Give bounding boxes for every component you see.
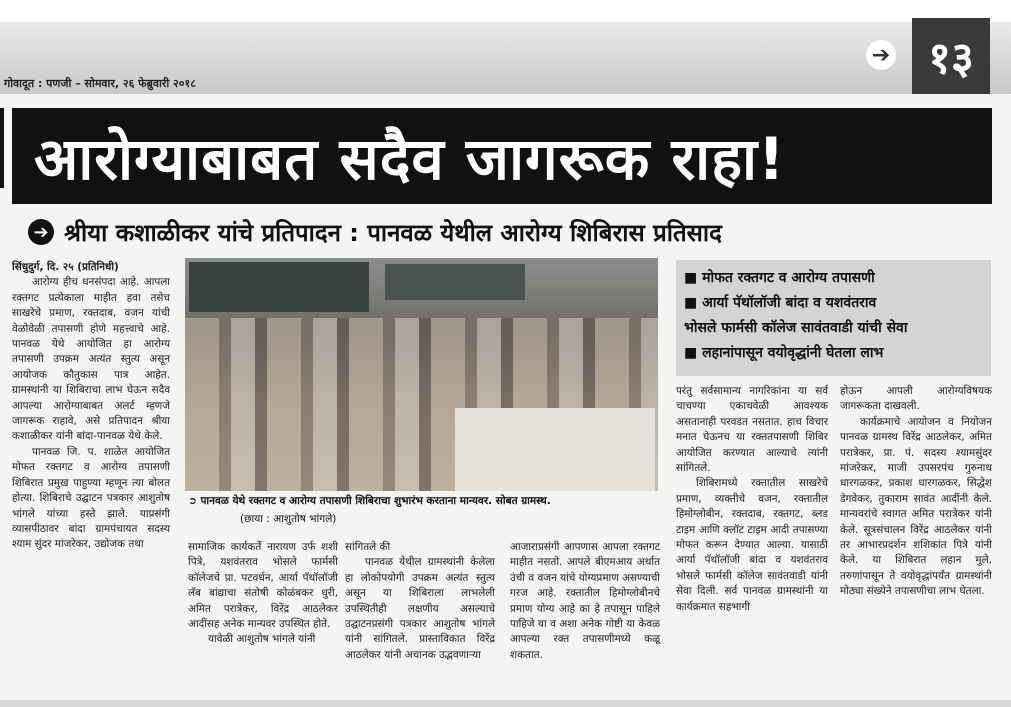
caption-arrow-icon: ➲	[188, 495, 201, 507]
paragraph: परंतु सर्वसामान्य नागरिकांना या सर्व चाचण्या एकाचवेळी आवश्यक असतानाही परवडत नसतात. हाच विचार मनात घेऊनच या रक्ततपासणी शिबिर आयोजित करण्यात आल्याचे त्यांनी सांगितले.	[676, 385, 828, 475]
article-column-6	[840, 384, 992, 600]
photo-caption	[188, 494, 658, 509]
article-column-5	[676, 384, 828, 615]
article-column-2	[188, 540, 338, 648]
subheadline-text: श्रीया कशाळीकर यांचे प्रतिपादन : पानवळ येथील आरोग्य शिबिरास प्रतिसाद	[64, 218, 722, 247]
top-band	[0, 0, 1011, 22]
byline: सिंधुदुर्ग, दि. २५ (प्रतिनिधी)	[12, 261, 119, 273]
headline: आरोग्याबाबत सदैव जागरूक राहा!	[12, 108, 992, 204]
arrow-right-icon: ➔	[866, 40, 896, 70]
highlights-box	[676, 260, 991, 376]
paragraph: पानवळ जि. प. शाळेत आयोजित मोफत रक्तगट व आरोग्य तपासणी शिबिरात प्रमुख पाहुण्या म्हणून त्या बोलत होत्या. शिबिराचे उद्घाटन पत्रकार आशुतोष भांगले यांच्या हस्ते झाले. याप्रसंगी व्यासपीठावर बांदा ग्रामपंचायत सदस्य श्याम सुंदर मांजरेकर, उद्योजक तथा	[12, 445, 170, 551]
highlight-item: ■ आर्या पॅथॉलॉजी बांदा व यशवंतराव	[684, 295, 877, 311]
photo-table	[455, 408, 655, 491]
paragraph: आरोग्य हीच धनसंपदा आहे. आपला रक्तगट प्रत्येकाला माहीत हवा तसेच साखरेचे प्रमाण, रक्तदाब, वजन यांची वेळोवेळी तपासणी होणे महत्त्वाचे आहे. पानवळ येथे आयोजित हा आरोग्य तपासणी उपक्रम अत्यंत स्तुत्य असून आयोजक कौतुकास पात्र आहेत. ग्रामस्थांनी या शिबिराचा लाभ घेऊन सदैव आपल्या आरोग्याबाबत अलर्ट म्हणजे जागरूक राहावे, असे प्रतिपादन श्रीया कशाळीकर यांनी बांदा-पानवळ येथे केले.	[12, 276, 170, 443]
photo-board	[189, 262, 369, 312]
highlight-item: भोसले फार्मसी कॉलेज सावंतवाडी यांची सेवा	[684, 320, 908, 336]
article-column-4	[510, 540, 660, 663]
dateline: गोवादूत : पणजी – सोमवार, २६ फेब्रुवारी २०१८	[4, 77, 196, 90]
article-column-1	[12, 260, 170, 553]
divider	[0, 108, 4, 188]
photo-credit: (छाया : आशुतोष भांगले)	[240, 513, 337, 525]
paragraph: आजाराप्रसंगी आपणास आपला रक्तगट माहीत नसतो. आपले बीएमआय अर्थात उंची व वजन यांचे योग्यप्रमाण असण्याची गरज आहे. रक्तातील हिमोग्लोबीनचे प्रमाण योग्य आहे का हे तपासून पाहिले पाहिजे या व अशा अनेक गोष्टी या केवळ आपल्या रक्त तपासणीमध्ये कळू शकतात.	[510, 541, 660, 661]
paragraph: शिबिरामध्ये रक्तातील साखरेचे प्रमाण, व्यक्तीचे वजन, रक्तातील हिमोग्लोबीन, रक्तदाब, रक्तगट, ब्लड टाइम आणि क्लॉट टाइम आदी तपासण्या मोफत करून देण्यात आल्या. यासाठी आर्या पॅथॉलॉजी बांदा व यशवंतराव भोसले फार्मसी कॉलेज सावंतवाडी यांनी सेवा दिली. सर्व पानवळ ग्रामस्थांनी या कार्यक्रमात सहभागी	[676, 477, 828, 613]
page-number: १३	[912, 18, 990, 94]
paragraph: यावेळी आशुतोष भांगले यांनी	[208, 633, 316, 646]
page-footer-rule	[0, 700, 1011, 707]
arrow-right-icon: ➔	[28, 219, 54, 245]
highlight-item: ■ लहानांपासून वयोवृद्धांनी घेतला लाभ	[684, 345, 884, 361]
paragraph: सामाजिक कार्यकर्ते नारायण उर्फ शशी पित्रे, यशवंतराव भोसले फार्मसी कॉलेजचे प्रा. पटवर्धन, आर्या पॅथॉलॉजी लॅब बांद्याचा संतोषी कोळंबकर धुरी, अमित परात्रेकर, विरेंद्र आठलेकर आदींसह अनेक मान्यवर उपस्थित होते.	[188, 541, 338, 631]
paragraph: सांगितले की	[345, 541, 391, 553]
highlight-item: ■ मोफत रक्तगट व आरोग्य तपासणी	[684, 270, 875, 286]
paragraph: होऊन आपली आरोग्यविषयक जागरूकता दाखवली.	[840, 385, 992, 413]
caption-text: पानवळ येथे रक्तगट व आरोग्य तपासणी शिबिराचा शुभारंभ करताना मान्यवर. सोबत ग्रामस्थ.	[200, 495, 551, 507]
event-photo	[185, 258, 658, 491]
paragraph: पानवळ येथील ग्रामस्थांनी केलेला हा लोकोपयोगी उपक्रम अत्यंत स्तुत्य असून या शिबिराला लाभलेली उपस्थितीही लक्षणीय असल्याचे उद्घाटनप्रसंगी पत्रकार आशुतोष भांगले यांनी सांगितले. प्रास्ताविकात विरेंद्र आठलेकर यांनी अचानक उद्भवणाऱ्या	[345, 556, 495, 661]
subheadline	[12, 212, 1002, 252]
paragraph: कार्यक्रमाचे आयोजन व नियोजन पानवळ ग्रामस्थ विरेंद्र आठलेकर, अमित परात्रेकर, प्रा. पं. सदस्य श्यामसुंदर मांजरेकर, माजी उपसरपंच गुरुनाथ धारगळकर, प्रकाश धारगळकर, सिद्धेश डेगवेकर, तुकाराम सावंत आदींनी केले. मान्यवरांचे स्वागत अमित परात्रेकर यांनी केले. सूत्रसंचालन विरेंद्र आठलेकर यांनी तर आभारप्रदर्शन शशिकांत पित्रे यांनी केले. या शिबिरात लहान मुले, तरुणांपासून ते वयोवृद्धांपर्यंत ग्रामस्थांनी मोठ्या संख्येने तपासणीचा लाभ घेतला.	[840, 415, 992, 598]
photo-board	[385, 264, 525, 300]
article-column-3	[345, 540, 495, 663]
